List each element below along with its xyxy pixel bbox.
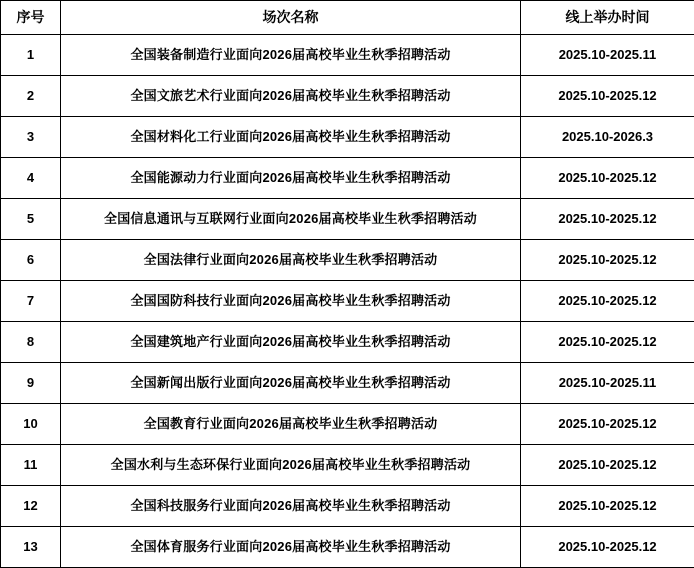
table-header-row bbox=[1, 1, 694, 35]
cell-time: 2025.10-2025.12 bbox=[521, 281, 694, 322]
cell-name: 全国能源动力行业面向2026届高校毕业生秋季招聘活动 bbox=[61, 158, 521, 199]
table-row bbox=[1, 199, 694, 240]
cell-name: 全国建筑地产行业面向2026届高校毕业生秋季招聘活动 bbox=[61, 322, 521, 363]
cell-name: 全国新闻出版行业面向2026届高校毕业生秋季招聘活动 bbox=[61, 363, 521, 404]
table-row bbox=[1, 404, 694, 445]
cell-name: 全国文旅艺术行业面向2026届高校毕业生秋季招聘活动 bbox=[61, 76, 521, 117]
column-header-index: 序号 bbox=[1, 1, 61, 35]
column-header-time: 线上举办时间 bbox=[521, 1, 694, 35]
cell-index: 3 bbox=[1, 117, 61, 158]
cell-time: 2025.10-2025.11 bbox=[521, 363, 694, 404]
table-row bbox=[1, 76, 694, 117]
cell-name: 全国水利与生态环保行业面向2026届高校毕业生秋季招聘活动 bbox=[61, 445, 521, 486]
cell-name: 全国科技服务行业面向2026届高校毕业生秋季招聘活动 bbox=[61, 486, 521, 527]
table-row bbox=[1, 527, 694, 568]
cell-name: 全国教育行业面向2026届高校毕业生秋季招聘活动 bbox=[61, 404, 521, 445]
table-body bbox=[1, 35, 694, 568]
table-row bbox=[1, 117, 694, 158]
table-row bbox=[1, 240, 694, 281]
table-row bbox=[1, 445, 694, 486]
cell-time: 2025.10-2025.12 bbox=[521, 486, 694, 527]
cell-time: 2025.10-2025.12 bbox=[521, 527, 694, 568]
cell-name: 全国法律行业面向2026届高校毕业生秋季招聘活动 bbox=[61, 240, 521, 281]
cell-index: 5 bbox=[1, 199, 61, 240]
cell-time: 2025.10-2025.12 bbox=[521, 240, 694, 281]
cell-index: 1 bbox=[1, 35, 61, 76]
cell-index: 2 bbox=[1, 76, 61, 117]
cell-index: 7 bbox=[1, 281, 61, 322]
cell-index: 10 bbox=[1, 404, 61, 445]
column-header-name: 场次名称 bbox=[61, 1, 521, 35]
cell-time: 2025.10-2025.12 bbox=[521, 404, 694, 445]
table-row bbox=[1, 363, 694, 404]
cell-index: 12 bbox=[1, 486, 61, 527]
table-row bbox=[1, 158, 694, 199]
cell-index: 13 bbox=[1, 527, 61, 568]
cell-time: 2025.10-2025.12 bbox=[521, 199, 694, 240]
table-row bbox=[1, 322, 694, 363]
cell-index: 4 bbox=[1, 158, 61, 199]
cell-name: 全国信息通讯与互联网行业面向2026届高校毕业生秋季招聘活动 bbox=[61, 199, 521, 240]
cell-time: 2025.10-2025.12 bbox=[521, 322, 694, 363]
cell-index: 9 bbox=[1, 363, 61, 404]
cell-name: 全国材料化工行业面向2026届高校毕业生秋季招聘活动 bbox=[61, 117, 521, 158]
cell-name: 全国装备制造行业面向2026届高校毕业生秋季招聘活动 bbox=[61, 35, 521, 76]
cell-time: 2025.10-2025.12 bbox=[521, 158, 694, 199]
cell-time: 2025.10-2025.12 bbox=[521, 445, 694, 486]
cell-index: 11 bbox=[1, 445, 61, 486]
cell-name: 全国体育服务行业面向2026届高校毕业生秋季招聘活动 bbox=[61, 527, 521, 568]
cell-time: 2025.10-2025.11 bbox=[521, 35, 694, 76]
cell-index: 6 bbox=[1, 240, 61, 281]
cell-name: 全国国防科技行业面向2026届高校毕业生秋季招聘活动 bbox=[61, 281, 521, 322]
cell-time: 2025.10-2026.3 bbox=[521, 117, 694, 158]
table-row bbox=[1, 486, 694, 527]
cell-time: 2025.10-2025.12 bbox=[521, 76, 694, 117]
cell-index: 8 bbox=[1, 322, 61, 363]
table-header bbox=[1, 1, 694, 35]
table-row bbox=[1, 35, 694, 76]
table-row bbox=[1, 281, 694, 322]
